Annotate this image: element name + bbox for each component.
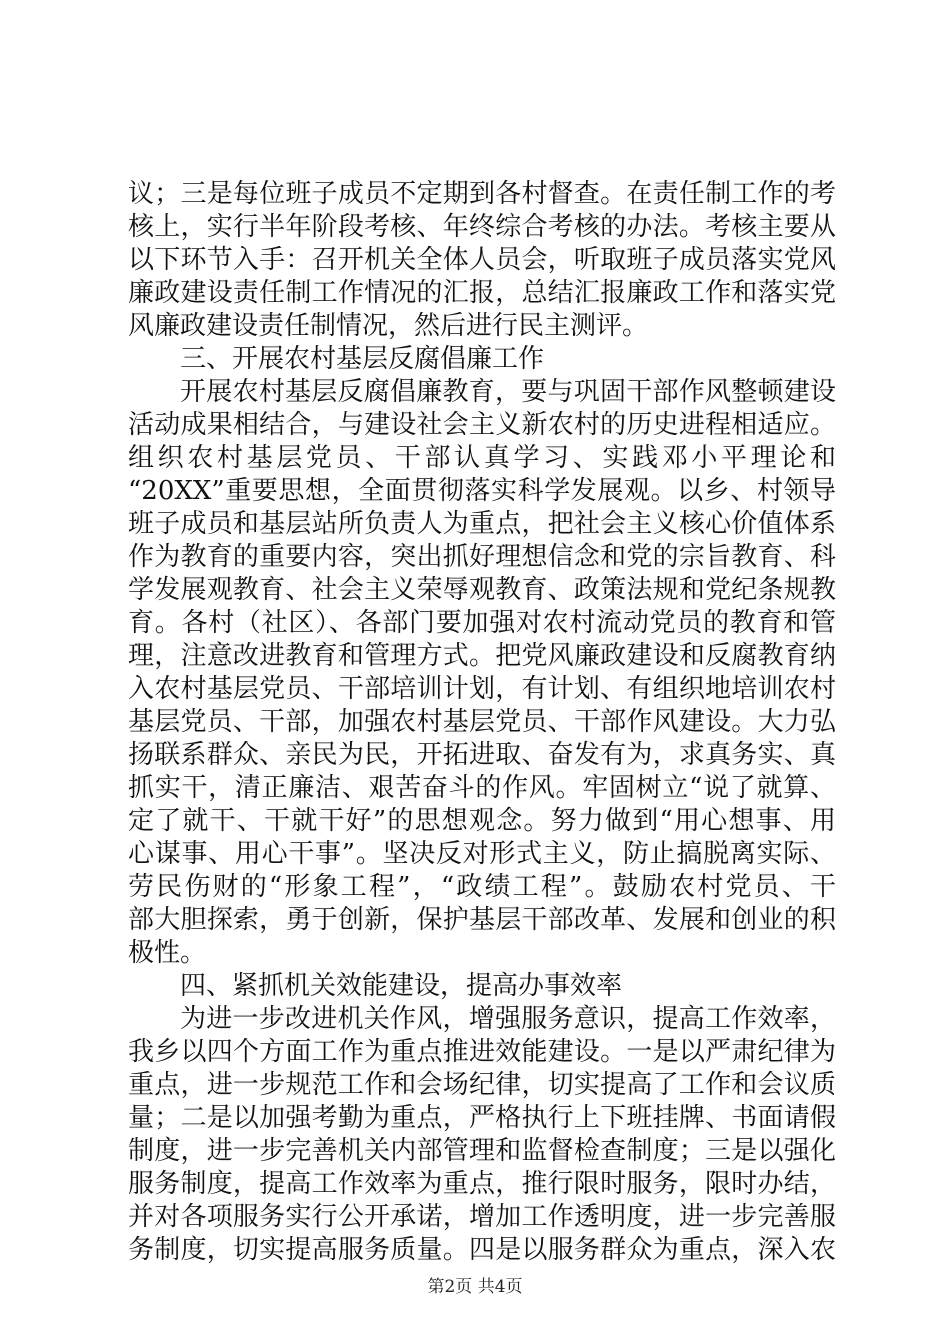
text-line: 入农村基层党员、干部培训计划，有计划、有组织地培训农村 (128, 674, 836, 704)
text-line: 议；三是每位班子成员不定期到各村督查。在责任制工作的考 (128, 179, 836, 209)
section-heading: 四、紧抓机关效能建设，提高办事效率 (180, 971, 623, 1001)
text-line: 务制度，切实提高服务质量。四是以服务群众为重点，深入农 (128, 1235, 836, 1265)
text-line: 学发展观教育、社会主义荣辱观教育、政策法规和党纪条规教 (128, 575, 836, 605)
text-line: 极性。 (128, 938, 207, 968)
text-line: 并对各项服务实行公开承诺，增加工作透明度，进一步完善服 (128, 1202, 836, 1232)
text-line: 开展农村基层反腐倡廉教育，要与巩固干部作风整顿建设 (180, 377, 836, 407)
text-line: 扬联系群众、亲民为民，开拓进取、奋发有为，求真务实、真 (128, 740, 836, 770)
text-line: 育。各村（社区）、各部门要加强对农村流动党员的教育和管 (128, 608, 836, 638)
text-line: 活动成果相结合，与建设社会主义新农村的历史进程相适应。 (128, 410, 836, 440)
text-line: 廉政建设责任制工作情况的汇报，总结汇报廉政工作和落实党 (128, 278, 836, 308)
text-line: 作为教育的重要内容，突出抓好理想信念和党的宗旨教育、科 (128, 542, 836, 572)
text-line: 定了就干、干就干好”的思想观念。努力做到“用心想事、用 (128, 806, 836, 836)
text-line: 重点，进一步规范工作和会场纪律，切实提高了工作和会议质 (128, 1070, 836, 1100)
text-line: 理，注意改进教育和管理方式。把党风廉政建设和反腐教育纳 (128, 641, 836, 671)
text-line: 班子成员和基层站所负责人为重点，把社会主义核心价值体系 (128, 509, 836, 539)
text-line: 我乡以四个方面工作为重点推进效能建设。一是以严肃纪律为 (128, 1037, 836, 1067)
text-line: 量；二是以加强考勤为重点，严格执行上下班挂牌、书面请假 (128, 1103, 836, 1133)
text-line: 心谋事、用心干事”。坚决反对形式主义，防止搞脱离实际、 (128, 839, 836, 869)
text-line: 组织农村基层党员、干部认真学习、实践邓小平理论和 (128, 443, 836, 473)
section-heading: 三、开展农村基层反腐倡廉工作 (180, 344, 545, 374)
text-line: “20XX”重要思想，全面贯彻落实科学发展观。以乡、村领导 (128, 476, 836, 506)
text-line: 为进一步改进机关作风，增强服务意识，提高工作效率， (180, 1004, 836, 1034)
text-line: 劳民伤财的“形象工程”，“政绩工程”。鼓励农村党员、干 (128, 872, 836, 902)
text-line: 风廉政建设责任制情况，然后进行民主测评。 (128, 311, 649, 341)
document-body (128, 178, 836, 1267)
text-line: 基层党员、干部，加强农村基层党员、干部作风建设。大力弘 (128, 707, 836, 737)
text-line: 以下环节入手：召开机关全体人员会，听取班子成员落实党风 (128, 245, 836, 275)
text-line: 服务制度，提高工作效率为重点，推行限时服务，限时办结， (128, 1169, 836, 1199)
text-line: 核上，实行半年阶段考核、年终综合考核的办法。考核主要从 (128, 212, 836, 242)
text-line: 抓实干，清正廉洁、艰苦奋斗的作风。牢固树立“说了就算、 (128, 773, 836, 803)
text-line: 制度，进一步完善机关内部管理和监督检查制度；三是以强化 (128, 1136, 836, 1166)
page-number-footer: 第2页 共4页 (427, 1277, 523, 1297)
text-line: 部大胆探索，勇于创新，保护基层干部改革、发展和创业的积 (128, 905, 836, 935)
